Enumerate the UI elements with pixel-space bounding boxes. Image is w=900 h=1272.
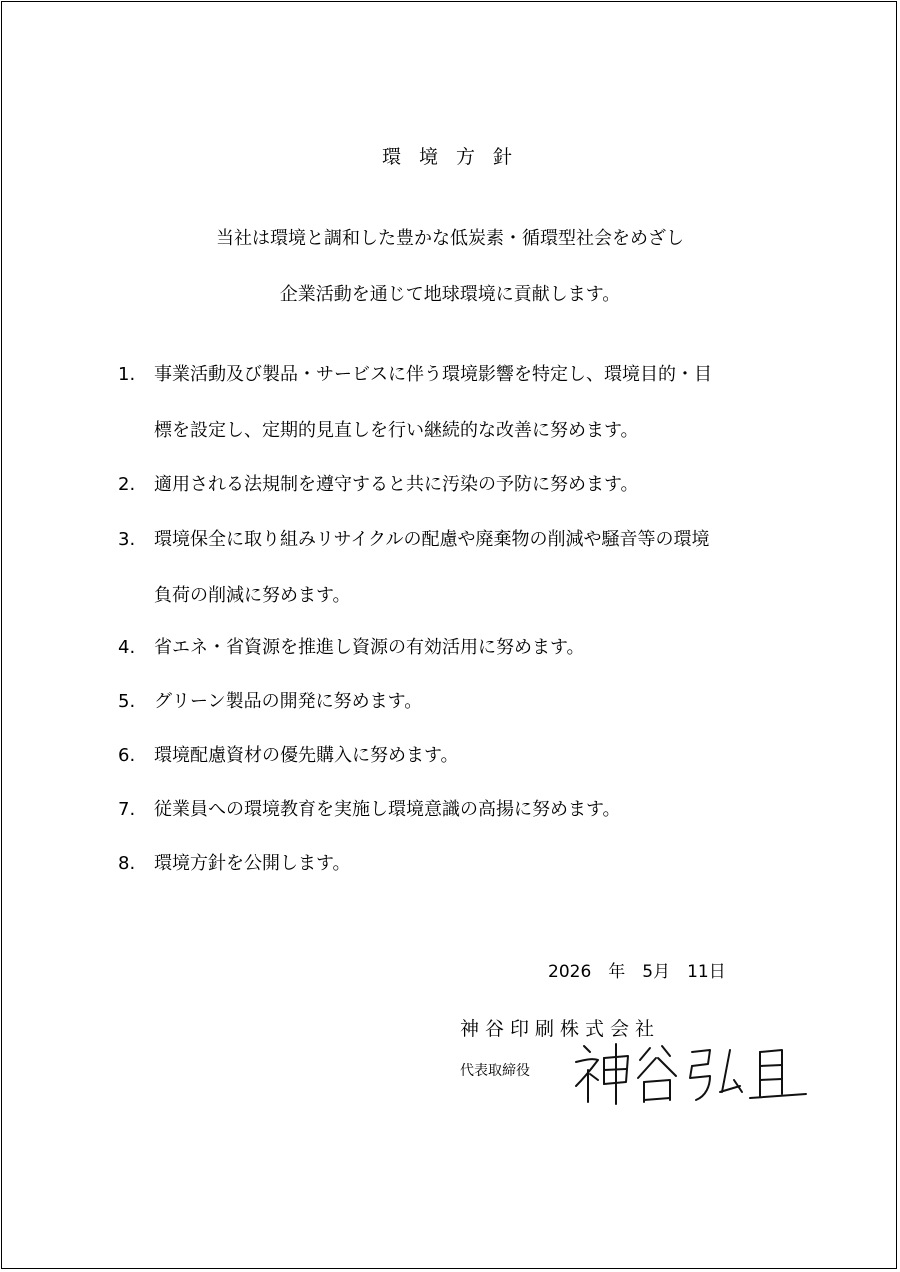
item-number: 1. [118, 364, 136, 385]
representative-title: 代表取締役 [460, 1063, 530, 1079]
item-number: 4. [118, 637, 136, 658]
item-number: 3. [118, 529, 136, 550]
item-text-line: 環境保全に取り組みリサイクルの配慮や廃棄物の削減や騒音等の環境 [154, 529, 710, 550]
item-text-line: グリーン製品の開発に努めます。 [154, 691, 423, 712]
item-text-line: 環境配慮資材の優先購入に努めます。 [154, 745, 459, 766]
issue-date: 2026 年 5月 11日 [548, 962, 726, 982]
page-title: 環 境 方 針 [381, 146, 519, 168]
item-number: 8. [118, 853, 136, 874]
item-number: 2. [118, 474, 136, 495]
item-number: 6. [118, 745, 136, 766]
intro-line-2: 企業活動を通じて地球環境に貢献します。 [279, 284, 621, 305]
company-name: 神谷印刷株式会社 [460, 1018, 661, 1040]
item-text-line: 省エネ・省資源を推進し資源の有効活用に努めます。 [154, 637, 585, 658]
intro-line-1: 当社は環境と調和した豊かな低炭素・循環型社会をめざし [216, 228, 684, 249]
item-number: 7. [118, 799, 136, 820]
item-number: 5. [118, 691, 136, 712]
item-text-line: 標を設定し、定期的見直しを行い継続的な改善に努めます。 [154, 420, 639, 441]
item-text-line: 負荷の削減に努めます。 [154, 585, 351, 606]
item-text-line: 従業員への環境教育を実施し環境意識の高揚に努めます。 [154, 799, 621, 820]
item-text-line: 環境方針を公開します。 [154, 853, 351, 874]
item-text-line: 適用される法規制を遵守すると共に汚染の予防に努めます。 [154, 474, 639, 495]
handwritten-signature [570, 1040, 820, 1106]
item-text-line: 事業活動及び製品・サービスに伴う環境影響を特定し、環境目的・目 [154, 364, 712, 385]
